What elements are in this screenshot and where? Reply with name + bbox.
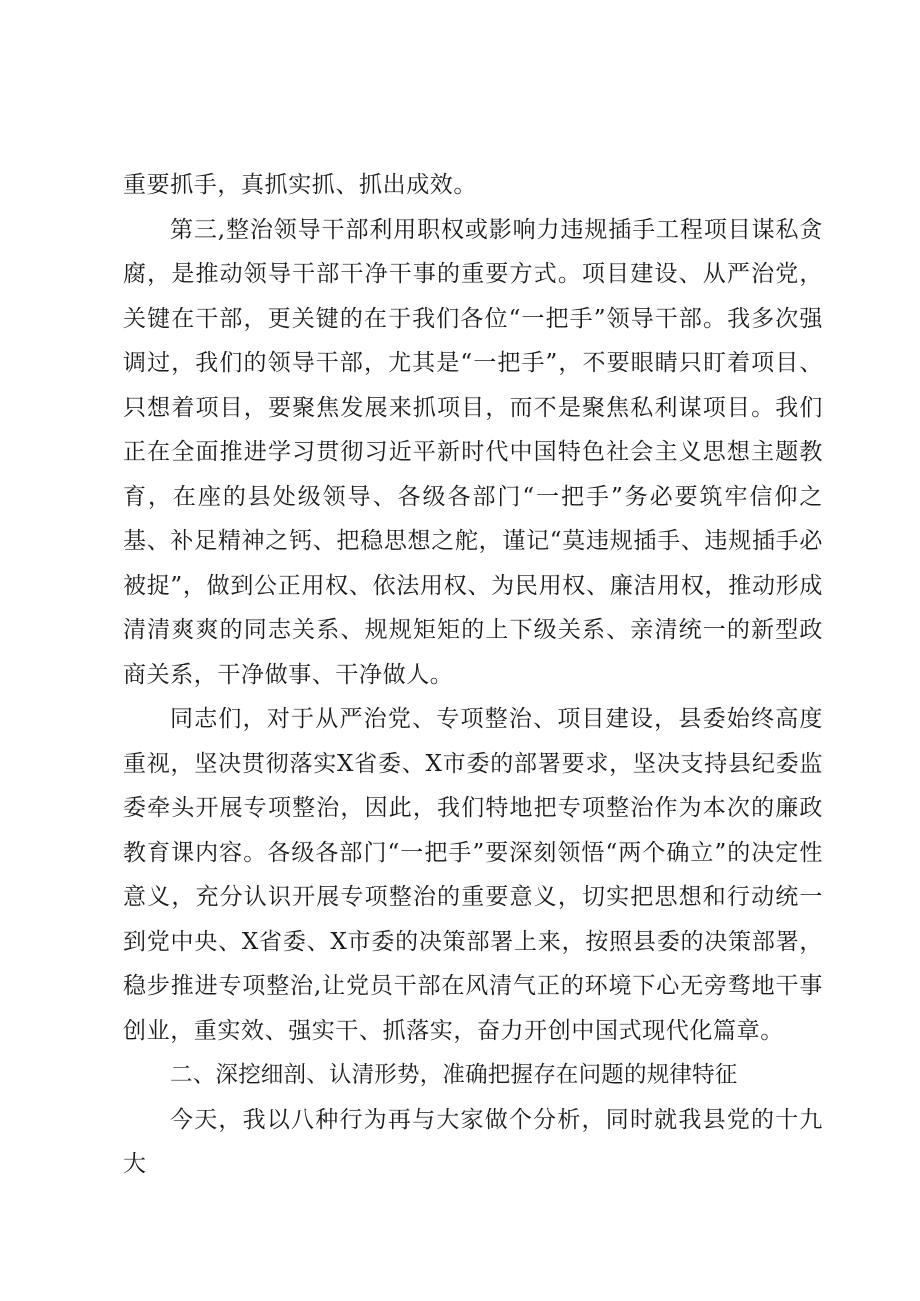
section-heading: 二、深挖细剖、认清形势，准确把握存在问题的规律特征 <box>170 1062 738 1088</box>
paragraph-third-point: 第三,整治领导干部利用职权或影响力违规插手工程项目谋私贪腐，是推动领导干部干净干事的重要方式。项目建设、从严治党，关键在干部，更关键的在于我们各位“一把手”领导干部。我多次强调过，我们的领导干部，尤其是“一把手”，不要眼睛只盯着项目、只想着项目，要聚焦发展来抓项目，而不是聚焦私利谋项目。我们正在全面推进学习贯彻习近平新时代中国特色社会主义思想主题教育，在座的县处级领导、各级各部门“一把手”务必要筑牢信仰之基、补足精神之钙、把稳思想之舵，谨记“莫违规插手、违规插手必被捉”，做到公正用权、依法用权、为民用权、廉洁用权，推动形成清清爽爽的同志关系、规规矩矩的上下级关系、亲清统一的新型政商关系，干净做事、干净做人。 <box>123 216 823 688</box>
paragraph-comrades: 同志们，对于从严治党、专项整治、项目建设，县委始终高度重视，坚决贯彻落实X省委、X市委的部署要求，坚决支持县纪委监委牵头开展专项整治，因此，我们特地把专项整治作为本次的廉政教育课内容。各级各部门“一把手”要深刻领悟“两个确立”的决定性意义，充分认识开展专项整治的重要意义，切实把思想和行动统一到党中央、X省委、X市委的决策部署上来，按照县委的决策部署，稳步推进专项整治,让党员干部在风清气正的环境下心无旁骛地干事创业，重实效、强实干、抓落实，奋力开创中国式现代化篇章。 <box>123 706 823 1044</box>
document-body <box>123 163 823 1187</box>
paragraph-continuation: 重要抓手，真抓实抓、抓出成效。 <box>123 172 477 198</box>
paragraph-today: 今天，我以八种行为再与大家做个分析，同时就我县党的十九大 <box>123 1106 823 1177</box>
